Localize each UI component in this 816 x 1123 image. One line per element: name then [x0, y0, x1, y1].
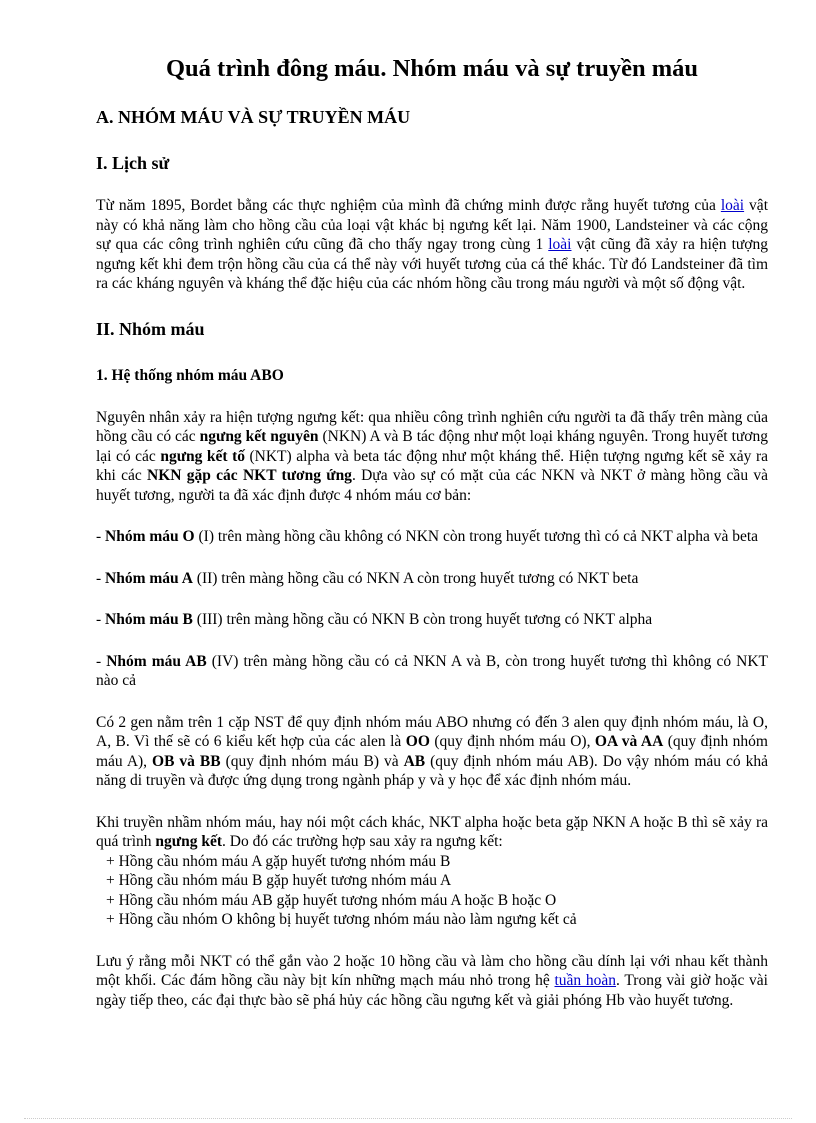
- blood-groups-heading: II. Nhóm máu: [96, 318, 205, 339]
- document-page: [96, 48, 768, 1010]
- document-title: Quá trình đông máu. Nhóm máu và sự truyền máu: [165, 55, 698, 82]
- list-item: + Hồng cầu nhóm O không bị huyết tương nhóm máu nào làm ngưng kết cả: [106, 911, 577, 928]
- abo-intro-paragraph: Nguyên nhân xảy ra hiện tượng ngưng kết: qua nhiều công trình nghiên cứu người ta đã thấy trên màng của hồng cầu có các ngưng kết nguyên (NKN) A và B tác động như một loại kháng nguyên. Trong huyết tương lại có các ngưng kết tố (NKT) alpha và beta tác động như một kháng thể. Hiện tượng ngưng kết sẽ xảy ra khi các NKN gặp các NKT tương ứng. Dựa vào sự có mặt của các NKN và NKT ở màng hồng cầu và huyết tương, người ta đã xác định được 4 nhóm máu cơ bản:: [96, 408, 768, 504]
- history-heading: I. Lịch sử: [96, 153, 170, 173]
- link-tuan-hoan[interactable]: tuần hoàn: [554, 972, 617, 989]
- abo-system-heading: 1. Hệ thống nhóm máu ABO: [96, 366, 284, 384]
- list-item: + Hồng cầu nhóm máu AB gặp huyết tương nhóm máu A hoặc B hoặc O: [106, 891, 557, 909]
- link-loai-1[interactable]: loài: [720, 197, 745, 214]
- group-ab-paragraph: - Nhóm máu AB (IV) trên màng hồng cầu có cả NKN A và B, còn trong huyết tương thì không có NKT nào cả: [96, 652, 768, 689]
- group-a-paragraph: - Nhóm máu A (II) trên màng hồng cầu có NKN A còn trong huyết tương có NKT beta: [96, 569, 639, 587]
- list-item: + Hồng cầu nhóm máu A gặp huyết tương nhóm máu B: [106, 852, 451, 870]
- group-o-paragraph: - Nhóm máu O (I) trên màng hồng cầu không có NKN còn trong huyết tương thì có cả NKT alpha và beta: [96, 528, 759, 545]
- link-loai-2[interactable]: loài: [548, 236, 572, 253]
- agglutination-cases-list: [96, 852, 768, 930]
- genetics-paragraph: Có 2 gen nằm trên 1 cặp NST để quy định nhóm máu ABO nhưng có đến 3 alen quy định nhóm máu, là O, A, B. Vì thế sẽ có 6 kiểu kết hợp của các alen là OO (quy định nhóm máu O), OA và AA (quy định nhóm máu A), OB và BB (quy định nhóm máu B) và AB (quy định nhóm máu AB). Do vậy nhóm máu có khả năng di truyền và được ứng dụng trong ngành pháp y và y học để xác định nhóm máu.: [96, 713, 769, 789]
- group-b-paragraph: - Nhóm máu B (III) trên màng hồng cầu có NKN B còn trong huyết tương có NKT alpha: [96, 611, 653, 628]
- list-item: + Hồng cầu nhóm máu B gặp huyết tương nhóm máu A: [106, 872, 452, 889]
- page-bottom-divider: [24, 1118, 792, 1119]
- history-paragraph: Từ năm 1895, Bordet bằng các thực nghiệm của mình đã chứng minh được rằng huyết tương của loài vật này có khả năng làm cho hồng cầu của loại vật khác bị ngưng kết lại. Năm 1900, Landsteiner và các cộng sự qua các công trình nghiên cứu cũng đã cho thấy ngay trong cùng 1 loài vật cũng đã xảy ra hiện tượng ngưng kết khi đem trộn hồng cầu của cá thể này với huyết tương của cá thể khác. Từ đó Landsteiner đã tìm ra các kháng nguyên và kháng thể đặc hiệu của các nhóm hồng cầu trong máu người và một số động vật.: [96, 197, 768, 292]
- section-a-heading: A. NHÓM MÁU VÀ SỰ TRUYỀN MÁU: [96, 107, 411, 127]
- transfusion-paragraph: Khi truyền nhầm nhóm máu, hay nói một cách khác, NKT alpha hoặc beta gặp NKN A hoặc B thì sẽ xảy ra quá trình ngưng kết. Do đó các trường hợp sau xảy ra ngưng kết:: [96, 813, 768, 850]
- note-paragraph: Lưu ý rằng mỗi NKT có thể gắn vào 2 hoặc 10 hồng cầu và làm cho hồng cầu dính lại với nhau kết thành một khối. Các đám hồng cầu này bịt kín những mạch máu nhỏ trong hệ tuần hoàn. Trong vài giờ hoặc vài ngày tiếp theo, các đại thực bào sẽ phá hủy các hồng cầu ngưng kết và giải phóng Hb vào huyết tương.: [96, 952, 768, 1009]
